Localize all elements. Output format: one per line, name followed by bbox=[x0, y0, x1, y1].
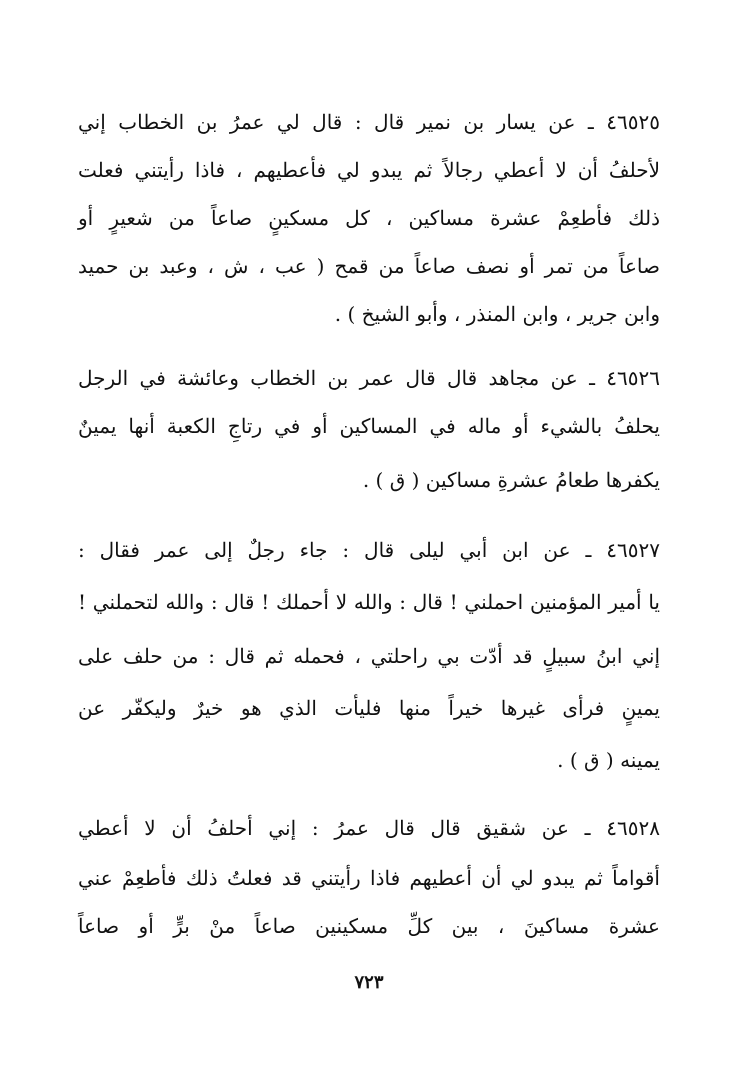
text-line: يمينه ( ق ) . bbox=[557, 748, 660, 772]
text-line: ٤٦٥٢٨ ـ عن شقيق قال قال عمرُ : إني أحلفُ أن لا أعطي bbox=[78, 816, 660, 840]
text-line: يمينٍ فرأى غيرها خيراً منها فليأت الذي هو خيرٌ وليكفّر عن bbox=[78, 696, 660, 720]
text-line: عشرة مساكينَ ، بين كلِّ مسكينين صاعاً منْ برٍّ أو صاعاً bbox=[78, 914, 660, 938]
text-line: يا أمير المؤمنين احملني ! قال : والله لا أحملك ! قال : والله لتحملني ! bbox=[78, 590, 660, 614]
text-line: إني ابنُ سبيلٍ قد أدّت بي راحلتي ، فحمله ثم قال : من حلف على bbox=[78, 644, 660, 668]
text-line: ٤٦٥٢٧ ـ عن ابن أبي ليلى قال : جاء رجلٌ إلى عمر فقال : bbox=[78, 538, 660, 562]
text-line: صاعاً من تمر أو نصف صاعاً من قمح ( عب ، ش ، وعبد بن حميد bbox=[78, 254, 660, 278]
text-line: يكفرها طعامُ عشرةِ مساكين ( ق ) . bbox=[362, 468, 660, 492]
text-line: ٤٦٥٢٦ ـ عن مجاهد قال قال عمر بن الخطاب وعائشة في الرجل bbox=[78, 366, 660, 390]
text-line: أقواماً ثم يبدو لي أن أعطيهم فاذا رأيتني قد فعلتُ ذلك فأطعِمْ عني bbox=[78, 866, 660, 890]
text-line: ٤٦٥٢٥ ـ عن يسار بن نمير قال : قال لي عمرُ بن الخطاب إني bbox=[78, 110, 660, 134]
text-line: وابن جرير ، وابن المنذر ، وأبو الشيخ ) . bbox=[334, 302, 660, 326]
text-line: يحلفُ بالشيء أو ماله في المساكين أو في رتاجِ الكعبة أنها يمينٌ bbox=[78, 414, 660, 438]
text-line: ذلك فأطعِمْ عشرة مساكين ، كل مسكينٍ صاعاً من شعيرٍ أو bbox=[78, 206, 660, 230]
page-number: ٧٢٣ bbox=[354, 972, 384, 993]
text-line: لأحلفُ أن لا أعطي رجالاً ثم يبدو لي فأعطيهم ، فاذا رأيتني فعلت bbox=[78, 158, 660, 182]
